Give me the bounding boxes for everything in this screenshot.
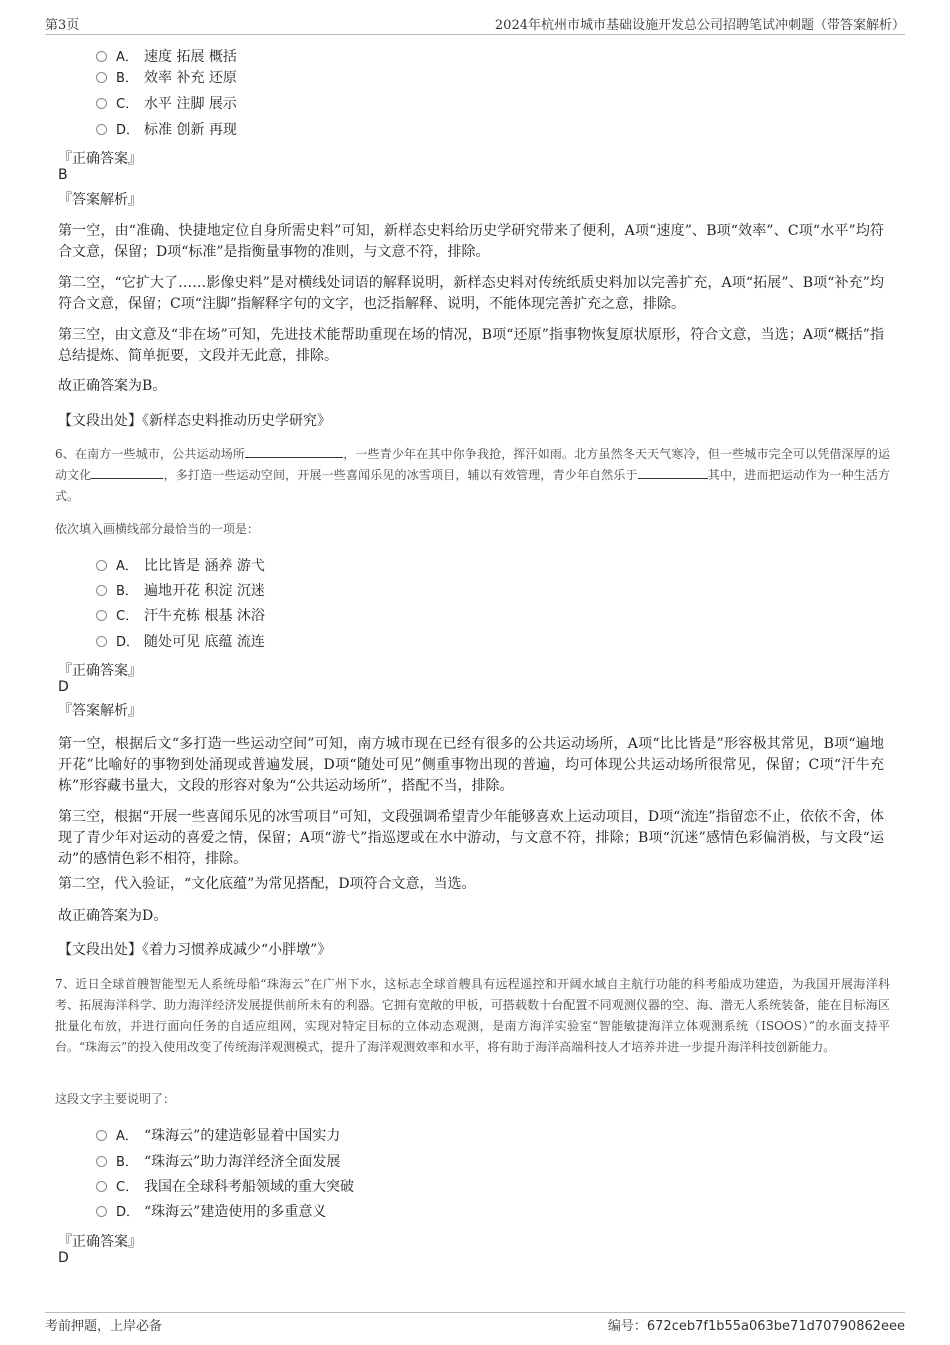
q6-option-d[interactable]: D． 随处可见 底蕴 流连	[96, 632, 265, 652]
q5-analysis-p2: 第二空，“它扩大了……影像史料”是对横线处词语的解释说明，新样态史料对传统纸质史料加以完善扩充，A项“拓展”、B项“补充”均符合文意，保留；C项“注脚”指解释字句的文字，也泛指解释、说明，不能体现完善扩充之意，排除。	[58, 275, 884, 312]
q5-source: 【文段出处】《新样态史料推动历史学研究》	[58, 413, 331, 429]
q5-analysis-p1: 第一空，由“准确、快捷地定位自身所需史料”可知，新样态史料给历史学研究带来了便利，A项“速度”、B项“效率”、C项“水平”均符合文意，保留；D项“标准”是指衡量事物的准则，与文意不符，排除。	[58, 223, 884, 260]
q7-option-b[interactable]: B． “珠海云”助力海洋经济全面发展	[96, 1152, 340, 1172]
q6-option-c[interactable]: C． 汗牛充栋 根基 沐浴	[96, 606, 265, 626]
q5-analysis-p3: 第三空，由文意及“非在场”可知，先进技术能帮助重现在场的情况，B项“还原”指事物恢复原状原形，符合文意，当选；A项“概括”指总结提炼、简单扼要，文段并无此意，排除。	[58, 327, 884, 364]
q5-answer: B	[58, 167, 68, 183]
radio-icon[interactable]	[96, 124, 107, 135]
page-footer	[45, 1312, 905, 1337]
q6-answer: D	[58, 679, 69, 695]
radio-icon[interactable]	[96, 610, 107, 621]
q7-answer-label: 『正确答案』	[58, 1234, 142, 1250]
radio-icon[interactable]	[96, 585, 107, 596]
q5-answer-label: 『正确答案』	[58, 151, 142, 167]
q5-option-c[interactable]: C． 水平 注脚 展示	[96, 94, 237, 114]
fill-blank-3	[638, 466, 708, 479]
q6-analysis-p2: 第三空，根据“开展一些喜闻乐见的冰雪项目”可知，文段强调希望青少年能够喜欢上运动项目，D项“流连”指留恋不止，依依不舍，体现了青少年对运动的喜爱之情，保留；A项“游弋”指巡逻或在水中游动，与文意不符，排除；B项“沉迷”感情色彩偏消极，与文段“运动”的感情色彩不相符，排除。	[58, 809, 884, 867]
q6-analysis-p1: 第一空，根据后文“多打造一些运动空间”可知，南方城市现在已经有很多的公共运动场所，A项“比比皆是”形容极其常见，B项“遍地开花”比喻好的事物到处涌现或普遍发展，D项“随处可见”侧重事物出现的普遍，均可体现公共运动场所很常见，保留；C项“汗牛充栋”形容藏书量大，文段的形容对象为“公共运动场所”，搭配不当，排除。	[58, 736, 884, 794]
q5-option-a[interactable]: A． 速度 拓展 概括	[96, 47, 237, 67]
radio-icon[interactable]	[96, 1206, 107, 1217]
q7-option-c[interactable]: C． 我国在全球科考船领域的重大突破	[96, 1177, 354, 1197]
page-header	[45, 12, 905, 35]
q6-option-a[interactable]: A． 比比皆是 涵养 游弋	[96, 556, 265, 576]
q6-source: 【文段出处】《着力习惯养成减少“小胖墩”》	[58, 942, 332, 958]
radio-icon[interactable]	[96, 1181, 107, 1192]
q7-option-d[interactable]: D． “珠海云”建造使用的多重意义	[96, 1202, 326, 1222]
q6-option-b[interactable]: B． 遍地开花 积淀 沉迷	[96, 581, 265, 601]
radio-icon[interactable]	[96, 51, 107, 62]
q7-answer: D	[58, 1250, 69, 1266]
q5-option-b[interactable]: B． 效率 补充 还原	[96, 68, 237, 88]
footer-slogan: 考前押题，上岸必备	[45, 1319, 163, 1334]
radio-icon[interactable]	[96, 560, 107, 571]
q5-option-d[interactable]: D． 标准 创新 再现	[96, 120, 237, 140]
radio-icon[interactable]	[96, 72, 107, 83]
q7-stem: 7、近日全球首艘智能型无人系统母船“珠海云”在广州下水，这标志全球首艘具有远程遥控和开阔水域自主航行功能的科考船成功建造，为我国开展海洋科考、拓展海洋科学、助力海洋经济发展提供前所未有的利器。它拥有宽敞的甲板，可搭载数十台配置不同观测仪器的空、海、潜无人系统装备，能在目标海区批量化布放，并进行面向任务的自适应组网，实现对特定目标的立体动态观测，是南方海洋实验室“智能敏捷海洋立体观测系统（ISOOS）”的水面支持平台。“珠海云”的投入使用改变了传统海洋观测模式，提升了海洋观测效率和水平，将有助于海洋高端科技人才培养并进一步提升海洋科技创新能力。	[55, 977, 890, 1054]
q6-answer-label: 『正确答案』	[58, 663, 142, 679]
document-id: 编号：672ceb7f1b55a063be71d70790862eee	[607, 1319, 905, 1334]
radio-icon[interactable]	[96, 1156, 107, 1167]
q6-analysis-p4: 故正确答案为D。	[58, 908, 168, 924]
q5-analysis-label: 『答案解析』	[58, 192, 142, 208]
fill-blank-1	[245, 445, 343, 458]
q7-option-a[interactable]: A． “珠海云”的建造彰显着中国实力	[96, 1126, 340, 1146]
radio-icon[interactable]	[96, 98, 107, 109]
fill-blank-2	[91, 466, 163, 479]
q6-analysis-p3: 第二空，代入验证，“文化底蕴”为常见搭配，D项符合文意，当选。	[58, 876, 476, 892]
q6-analysis-label: 『答案解析』	[58, 703, 142, 719]
q6-prompt: 依次填入画横线部分最恰当的一项是：	[55, 522, 260, 536]
q6-stem: 6、在南方一些城市，公共运动场所 ，一些青少年在其中你争我抢，挥汗如雨。北方虽然冬天天气寒冷，但一些城市完全可以凭借深厚的运动文化 ，多打造一些运动空间，开展一些喜闻乐见的冰雪项目，辅以有效管理，青少年自然乐于 其中，进而把运动作为一种生活方式。	[55, 447, 890, 503]
document-title: 2024年杭州市城市基础设施开发总公司招聘笔试冲刺题（带答案解析）	[494, 18, 905, 33]
q5-analysis-p4: 故正确答案为B。	[58, 378, 167, 394]
q7-prompt: 这段文字主要说明了：	[55, 1092, 176, 1106]
radio-icon[interactable]	[96, 636, 107, 647]
page-number: 第3页	[45, 18, 80, 33]
radio-icon[interactable]	[96, 1130, 107, 1141]
